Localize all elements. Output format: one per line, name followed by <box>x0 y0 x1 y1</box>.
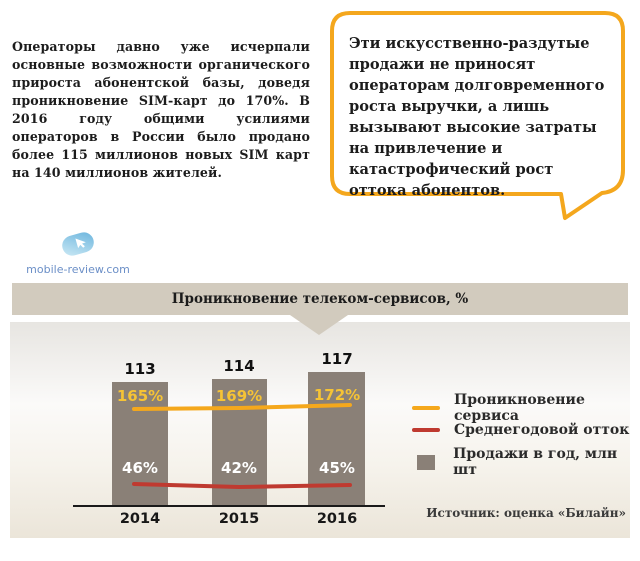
chart-title: Проникновение телеком-сервисов, % <box>171 291 469 307</box>
churn-label-2014: 46% <box>122 459 158 477</box>
mobile-review-logo-icon <box>56 230 100 258</box>
bar-value-2016: 117 <box>321 350 353 368</box>
chart-labels <box>60 350 400 540</box>
penetration-label-2014: 165% <box>116 387 164 405</box>
legend-item-sales <box>412 446 640 478</box>
churn-line-swatch <box>412 428 440 432</box>
legend-label-sales: Продажи в год, млн шт <box>453 446 618 478</box>
bar-value-2015: 114 <box>223 357 255 375</box>
legend-label-penetration: Проникновение сервиса <box>454 392 585 424</box>
watermark-label: mobile-review.com <box>26 263 130 276</box>
banner-pointer-arrow <box>290 315 348 335</box>
penetration-line-swatch <box>412 406 440 410</box>
x-tick-2015: 2015 <box>218 511 260 527</box>
x-tick-2016: 2016 <box>316 511 358 527</box>
x-tick-2014: 2014 <box>119 511 161 527</box>
churn-label-2015: 42% <box>221 459 257 477</box>
watermark <box>22 230 134 276</box>
intro-paragraph: Операторы давно уже исчерпали основные возможности органического прироста абонентской базы, доведя проникновение SIM-карт до 170%. В 2016 году общими усилиями операторов в России было продано более 115 миллионов новых SIM карт на 140 миллионов жителей. <box>12 39 310 180</box>
legend-item-penetration <box>412 392 640 424</box>
churn-label-2016: 45% <box>319 459 355 477</box>
penetration-label-2016: 172% <box>313 386 361 404</box>
legend-item-churn <box>412 422 629 438</box>
penetration-label-2015: 169% <box>215 387 263 405</box>
sales-bar-swatch <box>417 455 435 470</box>
bar-value-2014: 113 <box>124 360 156 378</box>
source-note: Источник: оценка «Билайн» <box>426 506 626 520</box>
chart-title-banner <box>12 283 628 315</box>
legend-label-churn: Среднегодовой отток <box>454 422 630 438</box>
speech-bubble-text: Эти искусственно-раздутые продажи не приносят операторам долговременного роста выручки, а лишь вызывают высокие затраты на привлечение и катастрофический рост оттока абонентов. <box>349 35 605 199</box>
